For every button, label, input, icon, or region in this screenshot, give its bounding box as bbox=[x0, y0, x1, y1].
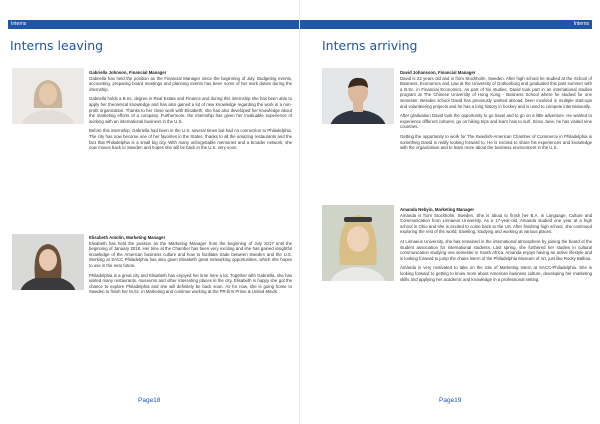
header-band: Interns bbox=[300, 20, 592, 29]
section-title: Interns arriving bbox=[322, 38, 418, 53]
bio-gabriella bbox=[89, 70, 292, 155]
bio-paragraph: After graduation David took the opportunity to go travel and to go on a little adventure. He wanted to experience different cultures, go on hiking trips and learn how to surf. Since June, he has visited nine countries. bbox=[400, 113, 592, 130]
bio-amanda bbox=[400, 207, 592, 286]
bio-paragraph: Gabriella has held the position as the Financial Manager since the beginning of July. Budgeting events, accounting, preparing board meetings and planning events has been some of her work duties during the internship. bbox=[89, 75, 292, 92]
page-number: Page18 bbox=[138, 397, 161, 404]
bio-paragraph: Gabriella holds a B.Sc. degree in Real Estate and Finance and during this internship she has been able to apply her theoretical knowledge and has also gained a lot of new knowledge regarding the work in a non-profit organization. Thanks to her close work with Elisabeth, she has also developed her knowledge about the marketing efforts of a company. Furthermore, the internship has given her invaluable experience of working with an international business in the U.S. bbox=[89, 96, 292, 124]
bio-paragraph: Elisabeth has held the position as the Marketing Manager from the beginning of July 2017 until the beginning of January 2018. Her time at the Chamber has been very exciting and she has gained insightful knowledge of the American business culture and how to facilitate trade between Sweden and the U.S. Working at SACC Philadelphia has also given Elisabeth great networking opportunities, which she hopes to use in the near future. bbox=[89, 240, 292, 268]
profile-photo-gabriella bbox=[12, 68, 84, 124]
right-page bbox=[300, 0, 600, 424]
section-title: Interns leaving bbox=[10, 38, 104, 53]
bio-paragraph: Before this internship, Gabriella had been in the U.S. several times but had no connection to Philadelphia. The city has now become one of her favorites in the States, thanks to all the amazing restaurants and the fact that Philadelphia is a small big city. With many unforgettable memories and a broader network, she now moves back to Sweden and hopes she will be back in the U.S. very soon. bbox=[89, 128, 292, 151]
page-number: Page19 bbox=[439, 397, 462, 404]
profile-photo-amanda bbox=[322, 205, 394, 281]
profile-name: Gabriella Johnson, Financial Manager bbox=[89, 70, 167, 75]
profile-photo-elisabeth bbox=[12, 234, 84, 290]
profile-name: Amanda Nebyin, Marketing Manager bbox=[400, 207, 475, 212]
bio-paragraph: Philadelphia is a great city and Elisabeth has enjoyed her time here a lot. Together with Gabriella, she has visited many restaurants, museums and other interesting places in the city. Elisabeth is happy she got the chance to explore Philadelphia and she will definitely be back soon. As for now, she is going home to Sweden to finish her M.Sc. in Marketing and continue working at the PR-firm Prime & United Minds. bbox=[89, 272, 292, 295]
bio-elisabeth bbox=[89, 235, 292, 299]
header-band: Interns bbox=[8, 20, 300, 29]
bio-paragraph: Amanda is from Stockholm, Sweden. She is about to finish her B.A. in Language, Culture and Communication from Linnaeus University. As a 17-year-old, Amanda studied one year at a high school in Ohio and she is excited to come back to the US. After finishing high school, she continued exploring the rest of the world; traveling, studying and working at various places. bbox=[400, 212, 592, 235]
profile-name: David Johansson, Financial Manager bbox=[400, 70, 476, 75]
bio-paragraph: Amanda is very motivated to take on the role of Marketing Intern at SACC-Philadelphia. She is looking forward to getting to know more about American business culture, developing her marketing skills and applying her academic and knowledge in a professional setting. bbox=[400, 265, 592, 282]
bio-paragraph: At Linnaeus University, she has remained in the international atmosphere by joining the board of the student association for international students. Last spring, she furthered her studies in cultural communication studying one semester in South Africa. Amanda enjoys having an active lifestyle and is looking forward to jump the chairs intern of the Philadelphia Museum of Art, just like Rocky Balboa. bbox=[400, 238, 592, 261]
profile-photo-david bbox=[322, 68, 394, 124]
bio-paragraph: Getting the opportunity to work for The Swedish-American Chamber of Commerce in Philadelphia is something David is really looking forward to. He is excited to share his experiences and knowledge with the organization and to learn more about the business environment in the U.S. bbox=[400, 133, 592, 151]
bio-david bbox=[400, 70, 592, 155]
bio-paragraph: David is 22 years old and is from Stockholm, Sweden. After high school he studied at the School of Business, Economics and Law at the University of Gothenburg and graduated this past summer with a B.Sc. in Financial Economics. As part of his studies, David took part in an international studies program at The Chinese University of Hong Kong - Business School where he studied for one semester. Besides school David has previously worked abroad, been involved in multiple start-ups and volunteering projects and he has a long history in hockey and is used to compete internationally. bbox=[400, 75, 592, 109]
profile-name: Elisabeth Amolin, Marketing Manager bbox=[89, 235, 166, 240]
